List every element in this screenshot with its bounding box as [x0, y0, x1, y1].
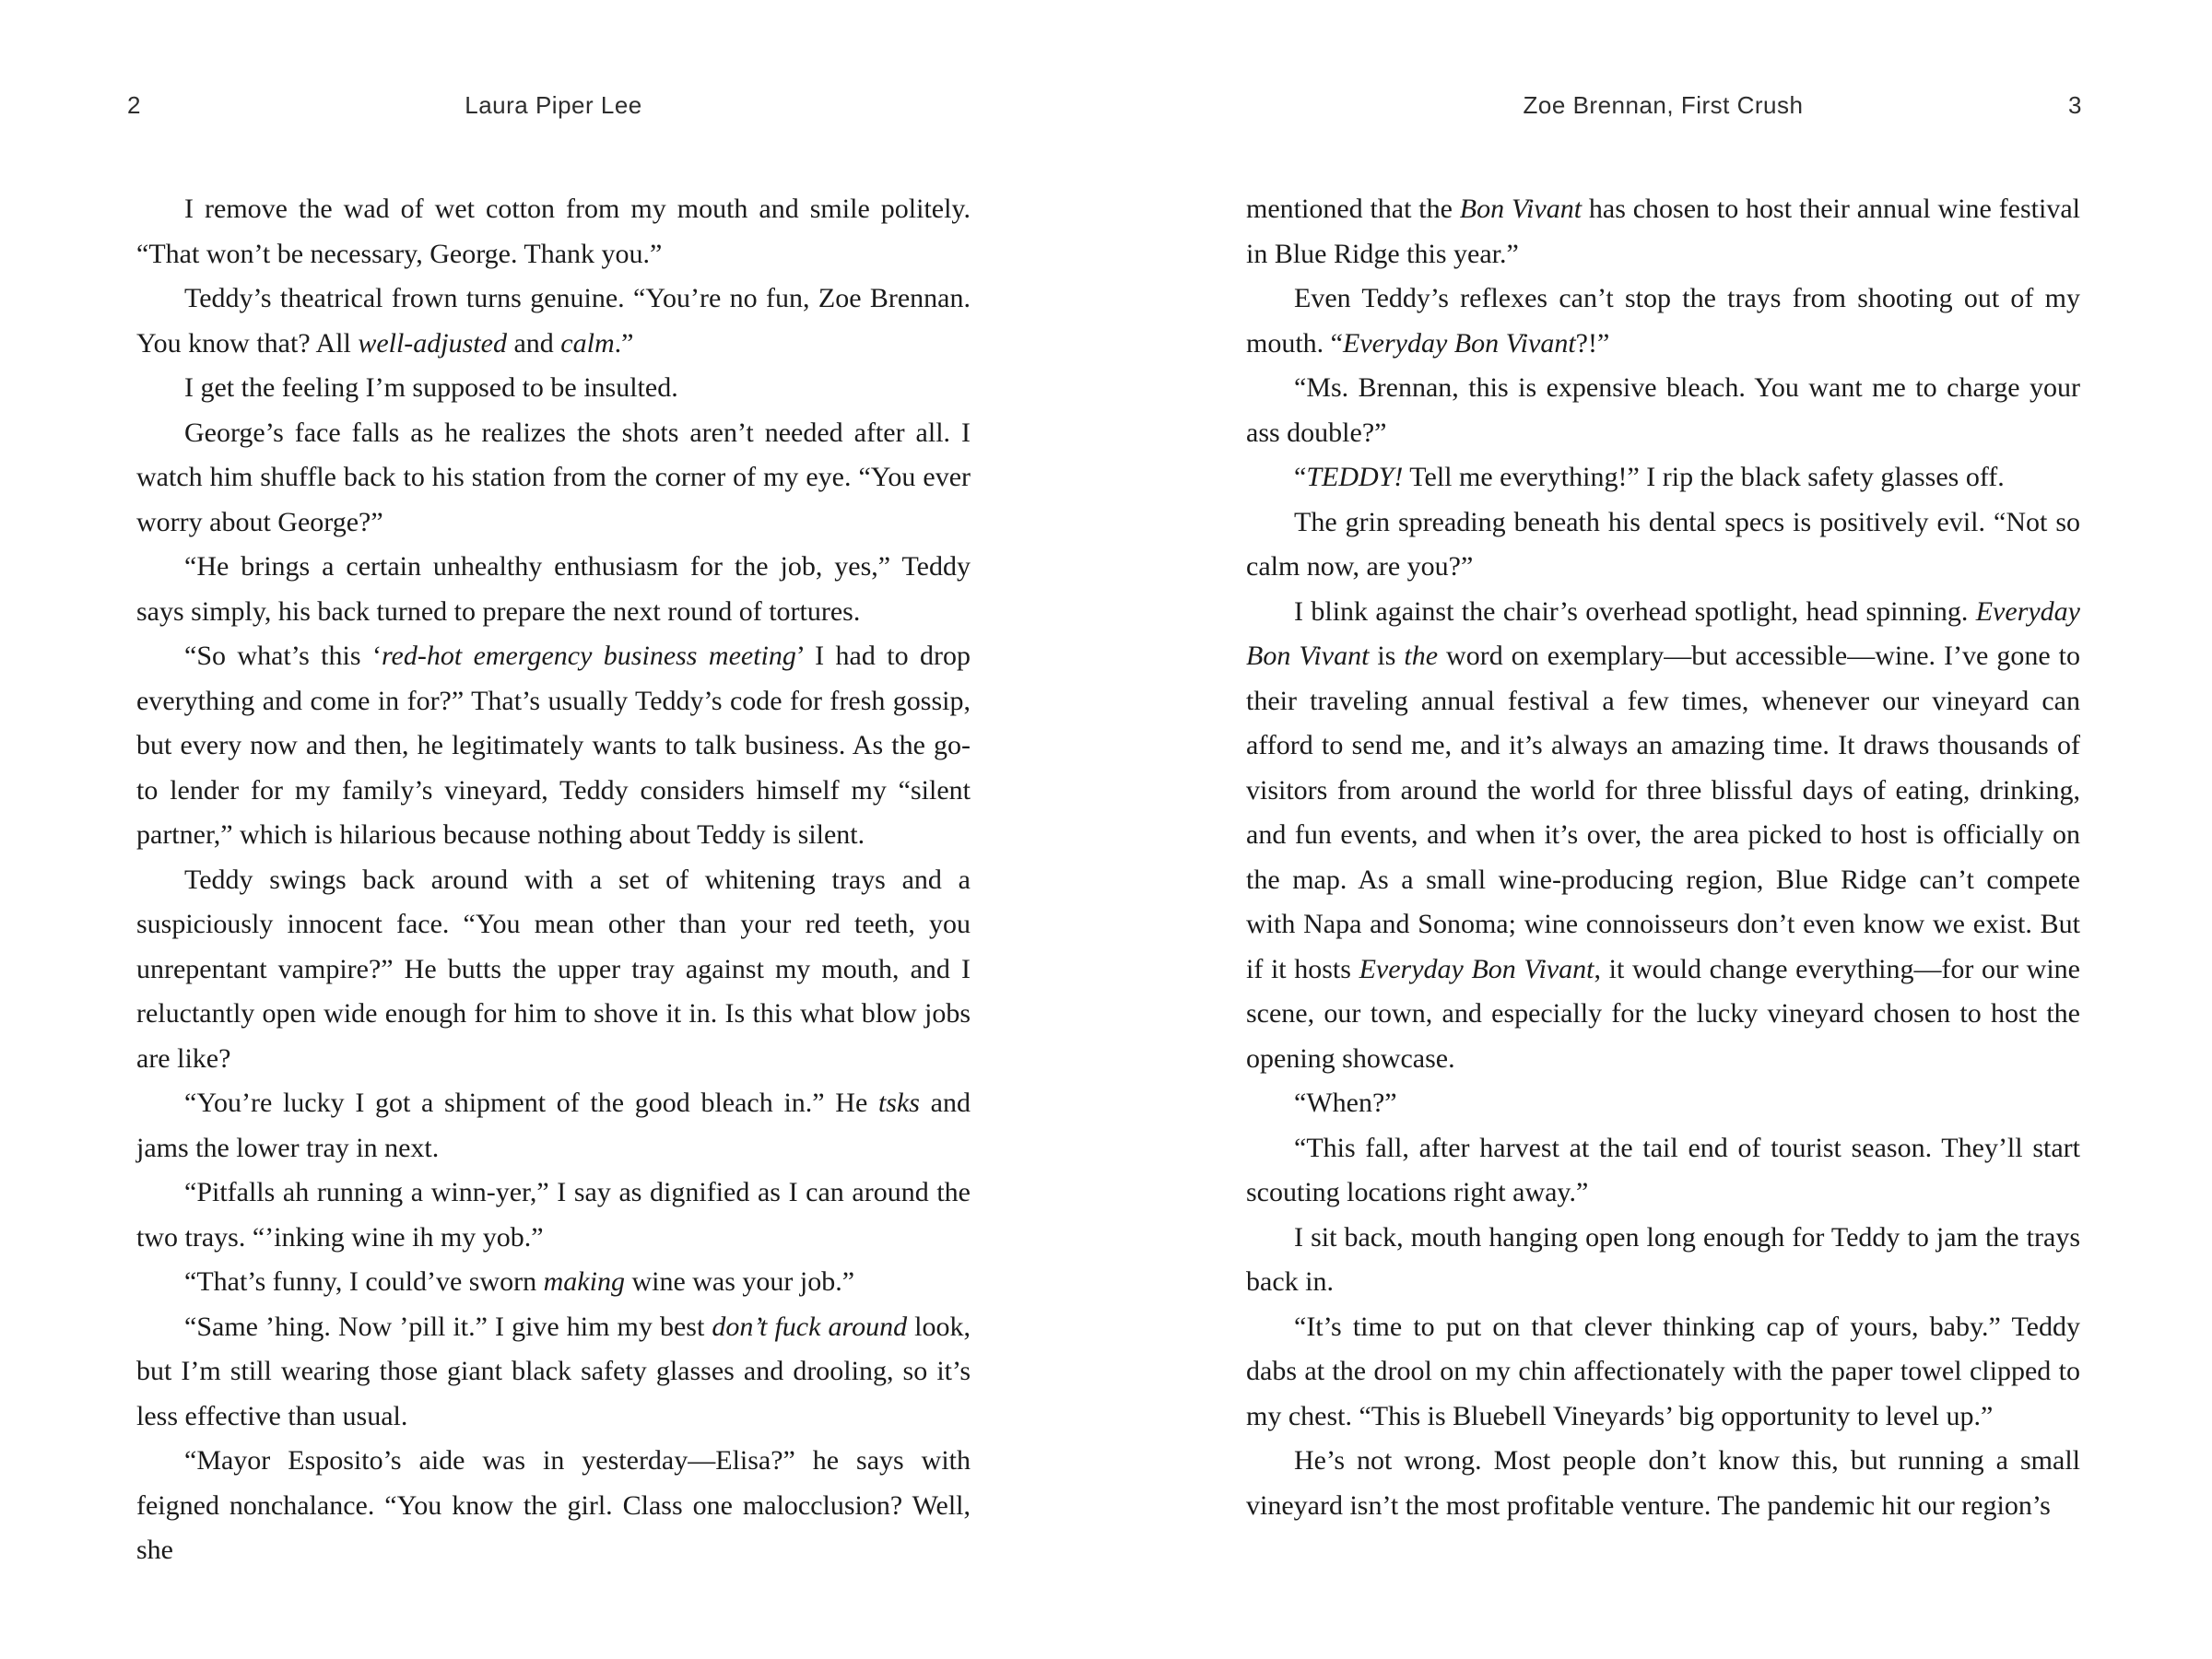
paragraph [136, 366, 971, 411]
text-segment: I remove the wad of wet cotton from my mouth and smile politely. “That won’t be necessary, George. Thank you.” [136, 194, 971, 269]
body-text-right [1246, 187, 2080, 1528]
body-text-left [136, 187, 971, 1573]
text-segment: .” [614, 327, 634, 359]
text-segment: mentioned that the [1246, 194, 1460, 224]
text-segment: “He brings a certain unhealthy enthusiasm for the job, yes,” Teddy says simply, his back turned to prepare the next round of tortures. [136, 551, 971, 627]
italic-text-segment: making [543, 1266, 625, 1297]
paragraph [136, 187, 971, 276]
italic-text-segment: tsks [877, 1088, 920, 1118]
italic-text-segment: well-adjusted [358, 327, 507, 359]
paragraph [1246, 1216, 2080, 1305]
page-number-left: 2 [127, 91, 141, 119]
paragraph [1246, 590, 2080, 1082]
paragraph [1246, 276, 2080, 366]
paragraph [136, 634, 971, 858]
text-segment: Even Teddy’s reflexes can’t stop the trays from shooting out of my mouth. “ [1246, 283, 2080, 359]
italic-text-segment: Everyday Bon Vivant [1246, 595, 2080, 671]
running-head-left [127, 88, 971, 122]
paragraph [136, 545, 971, 634]
paragraph [1246, 1126, 2080, 1216]
paragraph [136, 276, 971, 366]
text-segment: “Ms. Brennan, this is expensive bleach. You want me to charge your ass double?” [1246, 372, 2080, 448]
text-segment: He’s not wrong. Most people don’t know this, but running a small vineyard isn’t the most profitable venture. The pandemic hit our region’s [1246, 1445, 2080, 1521]
italic-text-segment: Bon Vivant [1459, 194, 1583, 224]
paragraph [136, 1171, 971, 1260]
page-number-right: 3 [2068, 91, 2082, 119]
text-segment: “Pitfalls ah running a winn-yer,” I say as dignified as I can around the two trays. “’inking wine ih my yob.” [136, 1177, 971, 1253]
text-segment: “ [1294, 462, 1307, 492]
text-segment: Tell me everything!” I rip the black safety glasses off. [1403, 462, 2005, 492]
text-segment: ?!” [1575, 327, 1610, 359]
text-segment: Teddy swings back around with a set of whitening trays and a suspiciously innocent face. “You mean other than your red teeth, you unrepentant vampire?” He butts the upper tray against my mouth, and I reluctantly open wide enough for him to shove it in. Is this what blow jobs are like? [136, 864, 971, 1074]
running-head-right [1246, 88, 2080, 122]
text-segment: “This fall, after harvest at the tail end of tourist season. They’ll start scouting locations right away.” [1246, 1132, 2080, 1207]
text-segment: “It’s time to put on that clever thinking cap of yours, baby.” Teddy dabs at the drool on my chin affectionately with the paper towel clipped to my chest. “This is Bluebell Vineyards’ big opportunity to level up.” [1246, 1311, 2080, 1431]
italic-text-segment: don’t fuck around [712, 1311, 908, 1342]
italic-text-segment: TEDDY! [1306, 462, 1404, 492]
text-segment: is [1369, 641, 1405, 671]
paragraph [1246, 1305, 2080, 1440]
italic-text-segment: Everyday Bon Vivant [1359, 953, 1594, 984]
paragraph [136, 1305, 971, 1440]
paragraph [1246, 187, 2080, 276]
text-segment: I get the feeling I’m supposed to be insulted. [184, 372, 678, 403]
text-segment: “Same ’hing. Now ’pill it.” I give him my best [184, 1311, 712, 1342]
paragraph [1246, 455, 2080, 500]
text-segment: Teddy’s theatrical frown turns genuine. “You’re no fun, Zoe Brennan. You know that? All [136, 283, 971, 359]
running-header-right-title: Zoe Brennan, First Crush [1523, 91, 1804, 119]
paragraph [1246, 366, 2080, 455]
text-segment: The grin spreading beneath his dental specs is positively evil. “Not so calm now, are you?” [1246, 506, 2080, 582]
paragraph [136, 411, 971, 546]
paragraph [1246, 500, 2080, 590]
page-right [1106, 0, 2212, 1659]
paragraph [136, 1081, 971, 1171]
text-segment: I blink against the chair’s overhead spotlight, head spinning. [1294, 595, 1976, 627]
text-segment: and jams the lower tray in next. [136, 1088, 971, 1163]
running-header-left-title: Laura Piper Lee [465, 91, 642, 119]
italic-text-segment: red-hot emergency business meeting [381, 641, 796, 671]
text-segment: , it would change everything—for our wine scene, our town, and especially for the lucky vineyard chosen to host the opening showcase. [1246, 953, 2080, 1074]
text-segment: wine was your job.” [624, 1266, 855, 1297]
text-segment: “You’re lucky I got a shipment of the good bleach in.” He [184, 1088, 878, 1118]
text-segment: “That’s funny, I could’ve sworn [184, 1266, 544, 1297]
text-segment: I sit back, mouth hanging open long enough for Teddy to jam the trays back in. [1246, 1221, 2080, 1297]
text-segment: “So what’s this ‘ [184, 641, 382, 671]
text-segment: ’ I had to drop everything and come in for?” That’s usually Teddy’s code for fresh gossip, but every now and then, he legitimately wants to talk business. As the go-to lender for my family’s vineyard, Teddy considers himself my “silent partner,” which is hilarious because nothing about Teddy is silent. [136, 641, 971, 850]
paragraph [136, 1439, 971, 1573]
text-segment: “When?” [1294, 1088, 1397, 1118]
italic-text-segment: the [1404, 641, 1439, 671]
italic-text-segment: Everyday Bon Vivant [1343, 327, 1576, 359]
text-segment: has chosen to host their annual wine festival in Blue Ridge this year.” [1246, 194, 2080, 269]
text-segment: “Mayor Esposito’s aide was in yesterday—Elisa?” he says with feigned nonchalance. “You know the girl. Class one malocclusion? Well, she [136, 1445, 971, 1565]
text-segment: look, but I’m still wearing those giant black safety glasses and drooling, so it’s less effective than usual. [136, 1311, 971, 1431]
paragraph [136, 1260, 971, 1305]
text-segment: and [506, 327, 561, 359]
text-segment: George’s face falls as he realizes the shots aren’t needed after all. I watch him shuffle back to his station from the corner of my eye. “You ever worry about George?” [136, 417, 971, 537]
paragraph [136, 858, 971, 1082]
paragraph [1246, 1439, 2080, 1528]
text-segment: word on exemplary—but accessible—wine. I’ve gone to their traveling annual festival a few times, whenever our vineyard can afford to send me, and it’s always an amazing time. It draws thousands of visitors from around the world for three blissful days of eating, drinking, and fun events, and when it’s over, the area picked to host is officially on the map. As a small wine-producing region, Blue Ridge can’t compete with Napa and Sonoma; wine connoisseurs don’t even know we exist. But if it hosts [1246, 641, 2080, 984]
paragraph [1246, 1081, 2080, 1126]
italic-text-segment: calm [560, 327, 615, 359]
